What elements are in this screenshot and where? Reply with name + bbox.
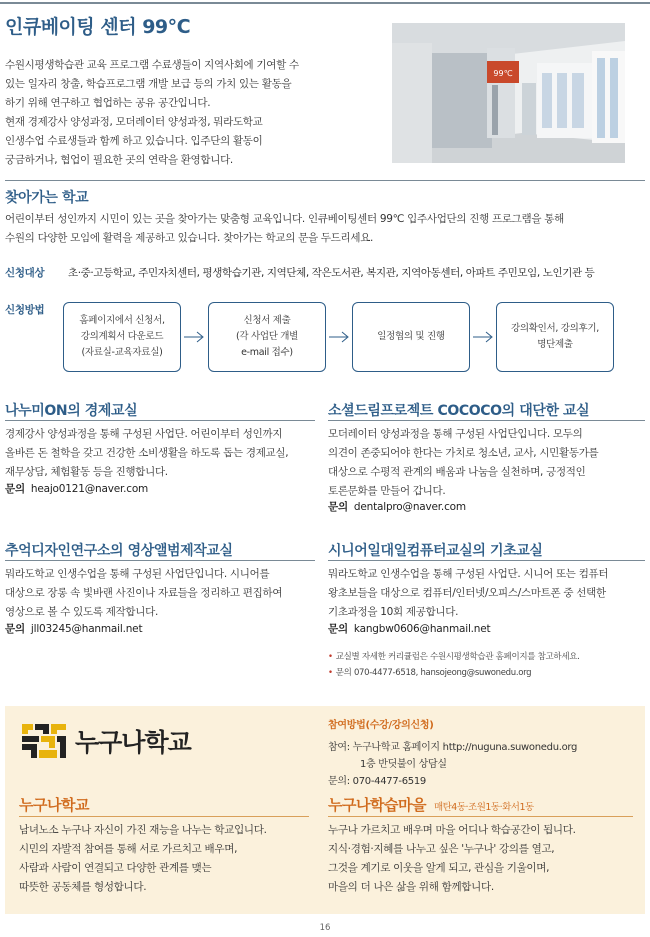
intro-line: 현재 경제강사 양성과정, 모더레이터 양성과정, 뭐라도학교 [5, 116, 263, 128]
visiting-school-title: 찾아가는 학교 [5, 190, 89, 206]
program-title: 소셜드림프로젝트 COCOCO의 대단한 교실 [328, 403, 590, 419]
village-line: 지식·경험·지혜를 나누고 싶은 '누구나' 강의를 열고, [328, 843, 555, 855]
sign-text: 99℃ [493, 69, 513, 78]
program-underline [5, 560, 315, 561]
program-line: 뭐라도학교 인생수업을 통해 구성된 사업단. 시니어 또는 컴퓨터 [328, 568, 609, 580]
page-title: 인큐베이팅 센터 99℃ [5, 16, 191, 38]
village-line: 마을의 더 나은 삶을 위해 함께합니다. [328, 881, 494, 893]
program-description [5, 565, 317, 622]
contact-label: 문의 [5, 483, 25, 495]
nuguna-logo-text: 누구나학교 [75, 728, 191, 757]
step-submit: 신청서 제출 (각 사업단 개별 e-mail 접수) [208, 302, 326, 372]
program-underline [328, 420, 645, 421]
program-line: 영상으로 볼 수 있도록 제작합니다. [5, 606, 158, 618]
nuguna-logo [19, 722, 191, 760]
contact-email: dentalpro@naver.com [353, 501, 466, 513]
arrow-right-icon [183, 330, 205, 344]
participation-line: 1층 반딧불이 상담실 [360, 759, 447, 770]
program-underline [328, 560, 645, 561]
target-list: 초·중·고등학교, 주민자치센터, 평생학습기관, 지역단체, 작은도서관, 복지관, 지역아동센터, 아파트 주민모임, 노인기관 등 [68, 267, 595, 279]
village-title-text: 누구나학습마을 [328, 796, 426, 814]
program-line: 올바른 돈 철학을 갖고 건강한 소비생활을 하도록 돕는 경제교실, [5, 447, 289, 459]
school-line: 사람과 사람이 연결되고 다양한 관계를 맺는 [19, 862, 212, 874]
program-line: 경제강사 양성과정을 통해 구성된 사업단. 어린이부터 성인까지 [5, 428, 283, 440]
contact-label: 문의 [328, 623, 348, 635]
page-number: 16 [319, 923, 331, 933]
method-label: 신청방법 [5, 304, 45, 316]
learning-village-title [328, 794, 534, 815]
intro-line: 인생수업 수료생들과 함께 하고 있습니다. 입주단의 활동이 [5, 135, 263, 147]
step-report: 강의확인서, 강의후기, 명단제출 [496, 302, 614, 372]
program-description [328, 565, 645, 622]
program-line: 대상으로 수평적 관계의 배움과 나눔을 실천하며, 긍정적인 [328, 466, 586, 478]
program-line: 의견이 존중되어야 한다는 가치로 청소년, 교사, 시민활동가를 [328, 447, 599, 459]
program-contact [328, 621, 490, 636]
step-download: 홈페이지에서 신청서, 강의계획서 다운로드 (자료실-교육자료실) [63, 302, 181, 372]
note-curriculum: • 교실별 자세한 커리큘럼은 수원시평생학습관 홈페이지를 참고하세요. [328, 652, 580, 662]
learning-village-description [328, 821, 638, 897]
visiting-description [5, 210, 645, 248]
intro-line: 궁금하거나, 협업이 필요한 곳의 연락을 환영합니다. [5, 154, 233, 166]
nuguna-school-description [19, 821, 319, 897]
section-divider [5, 180, 645, 181]
contact-email: jll03245@hanmail.net [30, 623, 143, 635]
program-contact [5, 481, 148, 496]
intro-line: 있는 일자리 창출, 학습프로그램 개발 보급 등의 가치 있는 활동을 [5, 78, 292, 90]
program-line: 재무상담, 체험활동 등을 진행합니다. [5, 466, 168, 478]
village-line: 그것을 계기로 이웃을 알게 되고, 관심을 기울이며, [328, 862, 550, 874]
program-title: 나누미ON의 경제교실 [5, 403, 138, 419]
program-line: 기초과정을 10회 제공합니다. [328, 606, 459, 618]
participation-title: 참여방법(수강/강의신청) [328, 720, 434, 731]
contact-email: kangbw0606@hanmail.net [353, 623, 491, 635]
program-title: 시니어일대일컴퓨터교실의 기초교실 [328, 543, 543, 559]
program-underline [5, 420, 315, 421]
desc-line: 수원의 다양한 모임에 활력을 제공하고 있습니다. 찾아가는 학교의 문을 두드리세요. [5, 232, 374, 244]
intro-paragraph [5, 56, 335, 170]
target-label: 신청대상 [5, 267, 45, 279]
village-line: 누구나 가르치고 배우며 마을 어디나 학습공간이 됩니다. [328, 824, 576, 836]
intro-line: 수원시평생학습관 교육 프로그램 수료생들이 지역사회에 기여할 수 [5, 59, 299, 71]
intro-line: 하기 위해 연구하고 협업하는 공유 공간입니다. [5, 97, 211, 109]
program-contact [5, 621, 142, 636]
program-line: 뭐라도학교 인생수업을 통해 구성된 사업단입니다. 시니어를 [5, 568, 270, 580]
village-subtitle: 매탄4동·조원1동·화서1동 [433, 802, 534, 813]
contact-email: heajo0121@naver.com [30, 483, 149, 495]
program-line: 왕초보들을 대상으로 컴퓨터/인터넷/오피스/스마트폰 중 선택한 [328, 587, 606, 599]
program-description [5, 425, 317, 482]
program-line: 대상으로 장롱 속 빛바랜 사진이나 자료들을 정리하고 편집하여 [5, 587, 283, 599]
participation-line: 문의: 070-4477-6519 [328, 776, 426, 787]
note-contact: • 문의 070-4477-6518, hansojeong@suwonedu.org [328, 668, 532, 678]
learning-village-underline [328, 816, 633, 817]
school-line: 따뜻한 공동체를 형성합니다. [19, 881, 147, 893]
program-line: 모더레이터 양성과정을 통해 구성된 사업단입니다. 모두의 [328, 428, 583, 440]
nuguna-logo-mark-icon [19, 722, 69, 760]
nuguna-school-underline [19, 816, 309, 817]
program-title: 추억디자인연구소의 영상앨범제작교실 [5, 543, 233, 559]
program-contact [328, 499, 466, 514]
program-description [328, 425, 645, 501]
step-schedule: 일정협의 및 진행 [352, 302, 470, 372]
top-rule [0, 2, 650, 4]
note-text: 교실별 자세한 커리큘럼은 수원시평생학습관 홈페이지를 참고하세요. [335, 652, 580, 662]
desc-line: 어린이부터 성인까지 시민이 있는 곳을 찾아가는 맞춤형 교육입니다. 인큐베이팅센터 99℃ 입주사업단의 진행 프로그램을 통해 [5, 213, 564, 225]
nuguna-school-title: 누구나학교 [19, 796, 89, 814]
participation-line: 참여: 누구나학교 홈페이지 http://nuguna.suwonedu.org [328, 742, 578, 753]
arrow-right-icon [472, 330, 494, 344]
center-corridor-photo [392, 23, 625, 163]
school-line: 시민의 자발적 참여를 통해 서로 가르치고 배우며, [19, 843, 238, 855]
arrow-right-icon [328, 330, 350, 344]
note-text: 문의 070-4477-6518, hansojeong@suwonedu.org [335, 668, 532, 678]
contact-label: 문의 [328, 501, 348, 513]
corridor-illustration [392, 23, 625, 163]
program-line: 토론문화를 만들어 갑니다. [328, 485, 446, 497]
school-line: 남녀노소 누구나 자신이 가진 재능을 나누는 학교입니다. [19, 824, 267, 836]
contact-label: 문의 [5, 623, 25, 635]
